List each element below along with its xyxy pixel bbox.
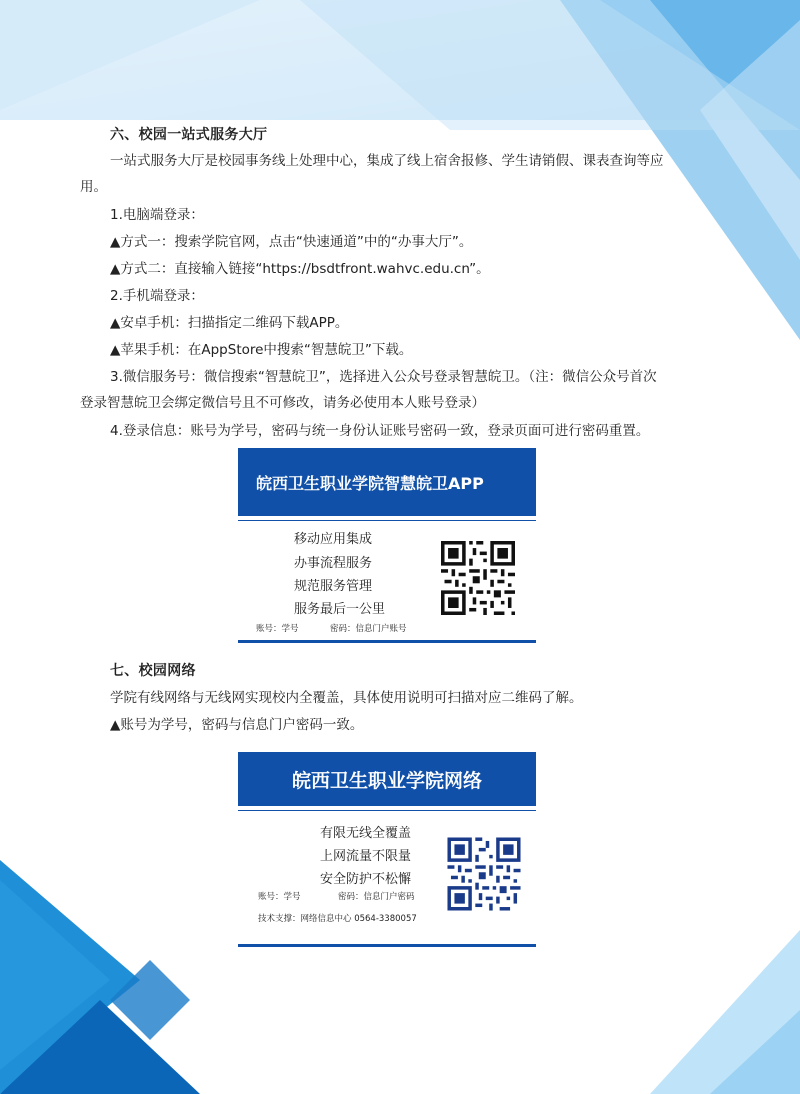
app-feature-1: 移动应用集成 (294, 532, 373, 547)
section7-desc: 学院有线网络与无线网实现校内全覆盖，具体使用说明可扫描对应二维码了解。 (110, 690, 583, 706)
net-password-text: 密码：信息门户密码 (338, 892, 415, 902)
net-account-text: 账号：学号 (258, 892, 301, 902)
net-support-text: 技术支撑：网络信息中心 0564-3380057 (258, 914, 417, 924)
network-card-header: 皖西卫生职业学院网络 (238, 752, 536, 806)
pc-login-label: 1.电脑端登录： (110, 207, 204, 223)
net-feature-1: 有限无线全覆盖 (320, 826, 412, 841)
network-card (238, 752, 536, 950)
app-feature-2: 办事流程服务 (294, 556, 373, 571)
apple-text: ▲苹果手机：在AppStore中搜索“智慧皖卫”下载。 (110, 342, 413, 358)
app-card (238, 448, 536, 648)
app-account-text: 账号：学号 (256, 624, 299, 634)
net-feature-3: 安全防护不松懈 (320, 872, 412, 887)
method2-text: ▲方式二：直接输入链接“https://bsdtfront.wahvc.edu.cn”。 (110, 261, 490, 277)
section6-intro-line1: 一站式服务大厅是校园事务线上处理中心，集成了线上宿舍报修、学生请销假、课表查询等应 (110, 153, 664, 169)
app-password-text: 密码：信息门户账号 (330, 624, 407, 634)
mobile-login-label: 2.手机端登录： (110, 288, 204, 304)
app-card-header: 皖西卫生职业学院智慧皖卫APP (238, 448, 536, 516)
app-feature-4: 服务最后一公里 (294, 602, 386, 617)
login-info-text: 4.登录信息：账号为学号，密码与统一身份认证账号密码一致，登录页面可进行密码重置。 (110, 423, 650, 439)
wechat-text-line1: 3.微信服务号：微信搜索“智慧皖卫”，选择进入公众号登录智慧皖卫。（注：微信公众号首次 (110, 369, 657, 385)
section7-title: 七、校园网络 (110, 663, 196, 679)
app-qr-code-icon[interactable] (441, 541, 515, 615)
network-card-divider (238, 810, 536, 811)
app-card-bottom-line (238, 640, 536, 643)
net-feature-2: 上网流量不限量 (320, 849, 412, 864)
section6-intro-line2: 用。 (80, 179, 107, 195)
app-feature-3: 规范服务管理 (294, 579, 373, 594)
section6-title: 六、校园一站式服务大厅 (110, 127, 268, 143)
method1-text: ▲方式一：搜索学院官网，点击“快速通道”中的“办事大厅”。 (110, 234, 473, 250)
network-qr-code-icon[interactable] (444, 834, 524, 914)
network-card-bottom-line (238, 944, 536, 947)
section7-account-note: ▲账号为学号，密码与信息门户密码一致。 (110, 717, 364, 733)
app-card-divider (238, 520, 536, 521)
wechat-text-line2: 登录智慧皖卫会绑定微信号且不可修改，请务必使用本人账号登录） (80, 395, 485, 411)
android-text: ▲安卓手机：扫描指定二维码下载APP。 (110, 315, 349, 331)
